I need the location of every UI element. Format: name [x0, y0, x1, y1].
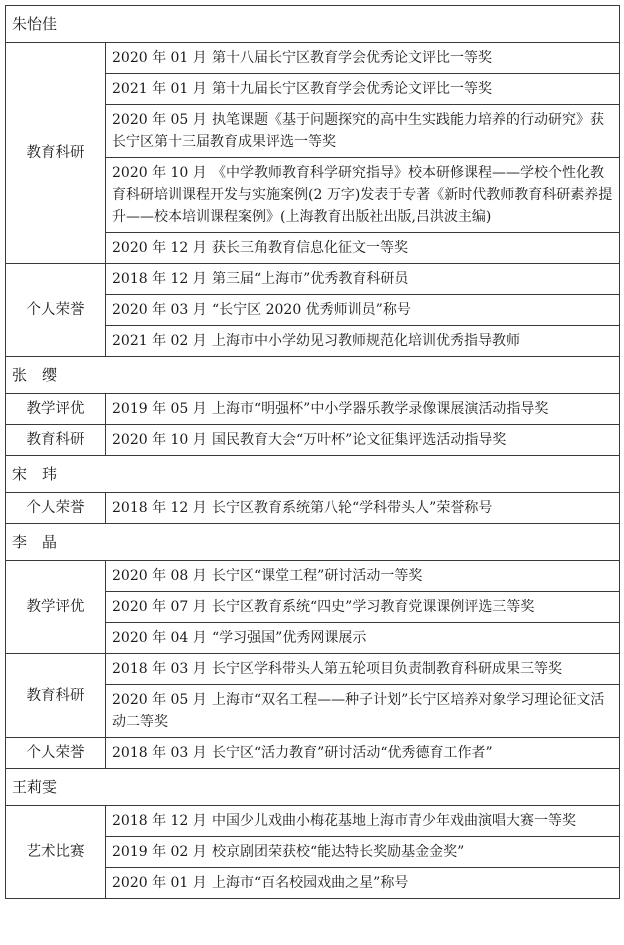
category-label: 教育科研 [6, 654, 106, 738]
award-entry [106, 837, 620, 868]
award-row [6, 738, 620, 769]
award-entry [106, 561, 620, 592]
person-row [6, 769, 620, 806]
person-name: 张 缨 [6, 357, 620, 394]
award-description: 《中学教师教育科学研究指导》校本研修课程——学校个性化教育科研培训课程开发与实施案例(2 万字)发表于专著《新时代教师教育科研素养提升——校本培训课程案例》(上海教育出版社出版,吕洪波主编) [112, 165, 613, 225]
award-date: 2020 年 05 月 [112, 692, 207, 708]
award-date: 2020 年 01 月 [112, 875, 207, 891]
award-description: 长宁区教育系统第八轮“学科带头人”荣誉称号 [212, 500, 493, 516]
award-row [6, 561, 620, 592]
award-description: 上海市中小学幼见习教师规范化培训优秀指导教师 [212, 333, 520, 349]
award-date: 2018 年 03 月 [112, 661, 207, 677]
award-date: 2020 年 05 月 [112, 112, 207, 128]
award-description: “长宁区 2020 优秀师训员”称号 [212, 302, 411, 318]
awards-document [5, 5, 619, 899]
award-entry [106, 43, 620, 74]
award-entry [106, 233, 620, 264]
award-description: 第三届“上海市”优秀教育科研员 [212, 271, 409, 287]
award-entry [106, 592, 620, 623]
category-label: 个人荣誉 [6, 738, 106, 769]
award-entry [106, 425, 620, 456]
person-row [6, 357, 620, 394]
award-entry [106, 105, 620, 158]
award-description: 上海市“百名校园戏曲之星”称号 [212, 875, 409, 891]
award-row [6, 264, 620, 295]
award-entry [106, 738, 620, 769]
award-description: 长宁区“活力教育”研讨活动“优秀德育工作者” [212, 745, 493, 761]
award-date: 2019 年 05 月 [112, 401, 207, 417]
award-entry [106, 295, 620, 326]
award-description: 校京剧团荣获校“能达特长奖励基金金奖” [212, 844, 465, 860]
award-description: “学习强国”优秀网课展示 [212, 630, 367, 646]
award-entry [106, 264, 620, 295]
awards-table [5, 5, 620, 899]
category-label: 个人荣誉 [6, 493, 106, 524]
person-row [6, 456, 620, 493]
person-name: 朱怡佳 [6, 6, 620, 43]
award-row [6, 425, 620, 456]
award-row [6, 654, 620, 685]
award-date: 2020 年 03 月 [112, 302, 207, 318]
award-entry [106, 623, 620, 654]
award-date: 2018 年 12 月 [112, 271, 207, 287]
award-date: 2019 年 02 月 [112, 844, 207, 860]
award-description: 上海市“双名工程——种子计划”长宁区培养对象学习理论征文活动二等奖 [112, 692, 605, 730]
award-date: 2020 年 08 月 [112, 568, 207, 584]
person-name: 王莉雯 [6, 769, 620, 806]
category-label: 个人荣誉 [6, 264, 106, 357]
award-description: 获长三角教育信息化征文一等奖 [212, 240, 408, 256]
award-entry [106, 326, 620, 357]
award-description: 长宁区“课堂工程”研讨活动一等奖 [212, 568, 423, 584]
award-row [6, 806, 620, 837]
award-description: 长宁区学科带头人第五轮项目负责制教育科研成果三等奖 [212, 661, 562, 677]
award-entry [106, 394, 620, 425]
category-label: 教学评优 [6, 394, 106, 425]
award-row [6, 394, 620, 425]
award-date: 2020 年 01 月 [112, 50, 207, 66]
award-description: 长宁区教育系统“四史”学习教育党课课例评选三等奖 [212, 599, 535, 615]
award-description: 执笔课题《基于问题探究的高中生实践能力培养的行动研究》获长宁区第十三届教育成果评选一等奖 [112, 112, 604, 150]
award-date: 2018 年 12 月 [112, 813, 207, 829]
award-date: 2021 年 01 月 [112, 81, 207, 97]
awards-table-body [6, 6, 620, 899]
category-label: 教育科研 [6, 43, 106, 264]
award-entry [106, 158, 620, 233]
award-date: 2020 年 12 月 [112, 240, 207, 256]
award-description: 中国少儿戏曲小梅花基地上海市青少年戏曲演唱大赛一等奖 [212, 813, 576, 829]
award-entry [106, 685, 620, 738]
award-entry [106, 74, 620, 105]
award-description: 第十九届长宁区教育学会优秀论文评比一等奖 [212, 81, 492, 97]
award-date: 2018 年 03 月 [112, 745, 207, 761]
person-row [6, 6, 620, 43]
person-name: 宋 玮 [6, 456, 620, 493]
person-row [6, 524, 620, 561]
award-date: 2020 年 04 月 [112, 630, 207, 646]
award-description: 第十八届长宁区教育学会优秀论文评比一等奖 [212, 50, 492, 66]
award-row [6, 493, 620, 524]
category-label: 教学评优 [6, 561, 106, 654]
award-description: 上海市“明强杯”中小学器乐教学录像课展演活动指导奖 [212, 401, 549, 417]
award-date: 2020 年 10 月 [112, 165, 207, 181]
award-entry [106, 806, 620, 837]
award-date: 2020 年 07 月 [112, 599, 207, 615]
award-date: 2021 年 02 月 [112, 333, 207, 349]
award-entry [106, 868, 620, 899]
award-entry [106, 654, 620, 685]
category-label: 教育科研 [6, 425, 106, 456]
award-date: 2020 年 10 月 [112, 432, 207, 448]
award-entry [106, 493, 620, 524]
award-description: 国民教育大会“万叶杯”论文征集评选活动指导奖 [212, 432, 507, 448]
award-row [6, 43, 620, 74]
person-name: 李 晶 [6, 524, 620, 561]
award-date: 2018 年 12 月 [112, 500, 207, 516]
category-label: 艺术比赛 [6, 806, 106, 899]
